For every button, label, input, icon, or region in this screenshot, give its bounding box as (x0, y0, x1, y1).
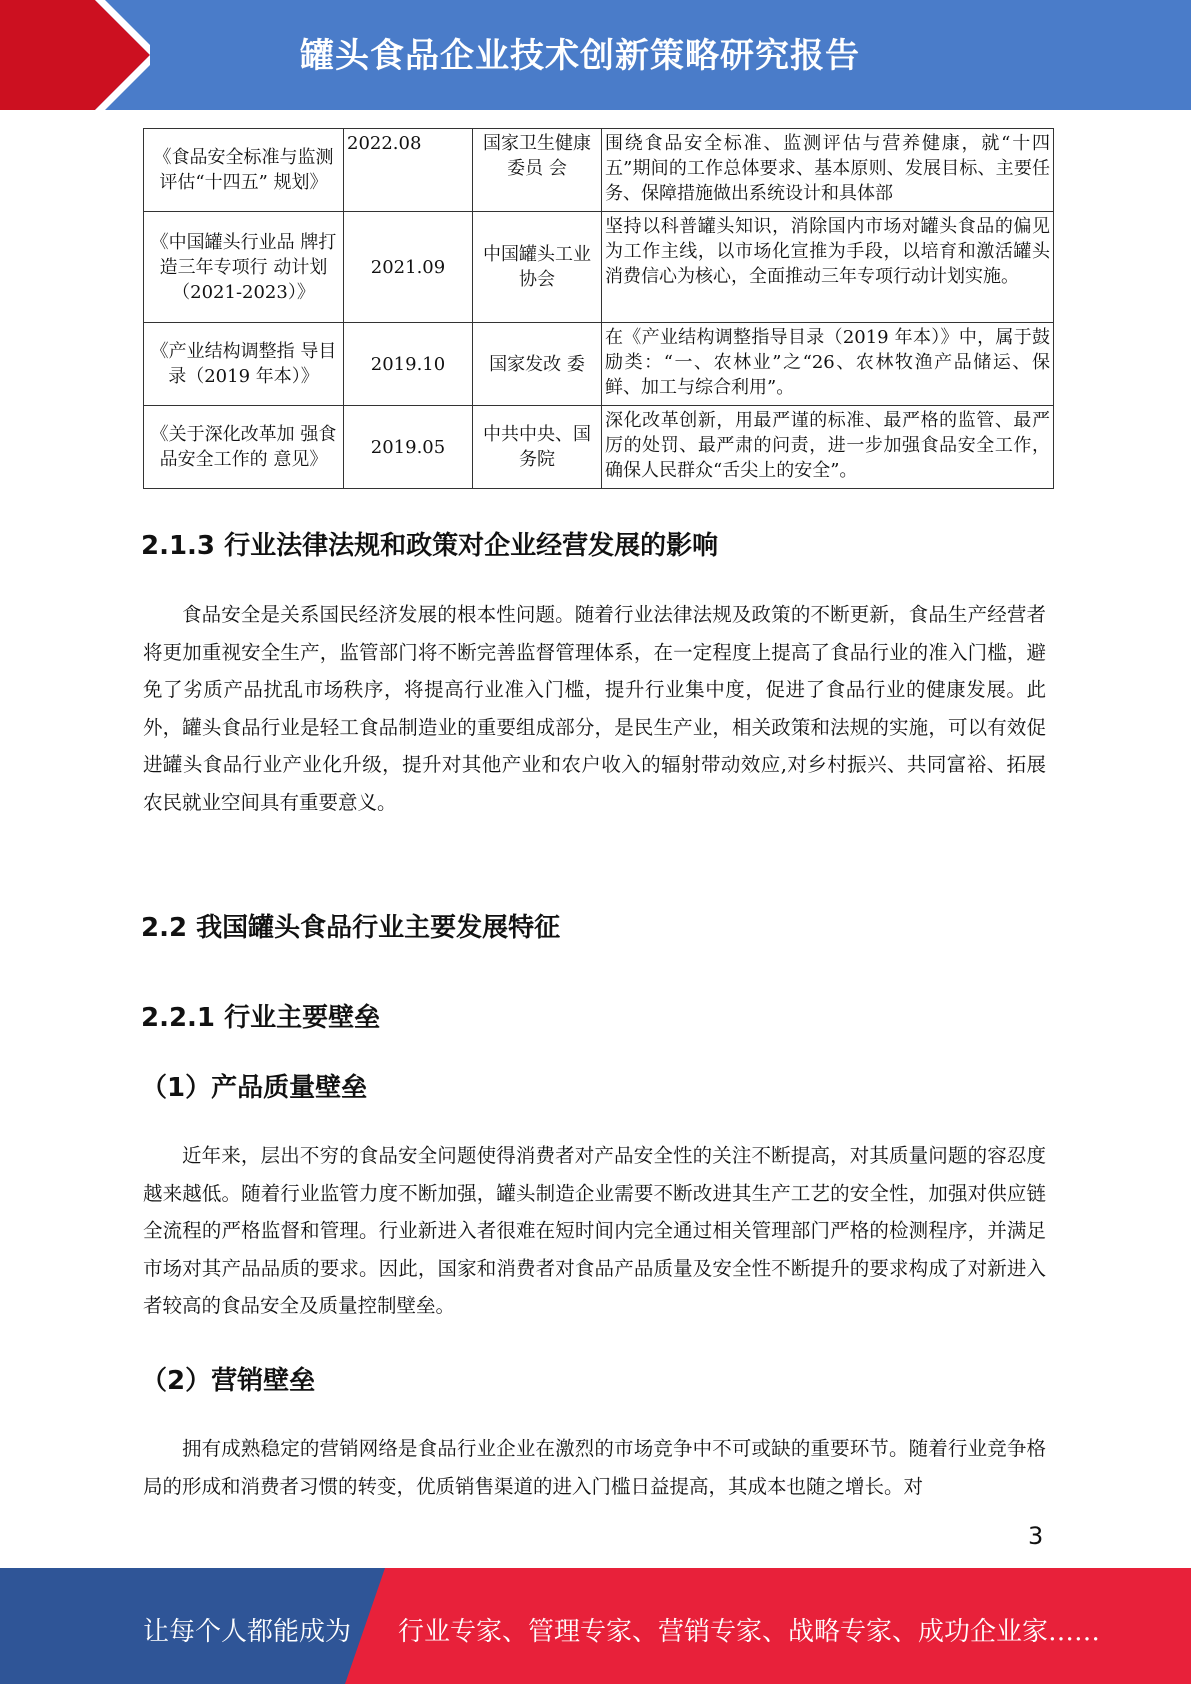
policy-table (143, 128, 1054, 489)
policy-org-cell: 国家发改 委 (473, 323, 602, 406)
policy-org-cell: 中国罐头工业协会 (473, 212, 602, 323)
product-quality-paragraph: 近年来，层出不穷的食品安全问题使得消费者对产品安全性的关注不断提高，对其质量问题的容忍度越来越低。随着行业监管力度不断加强，罐头制造企业需要不断改进其生产工艺的安全性，加强对供应链全流程的严格监督和管理。行业新进入者很难在短时间内完全通过相关管理部门严格的检测程序，并满足市场对其产品品质的要求。因此，国家和消费者对食品产品质量及安全性不断提升的要求构成了对新进入者较高的食品安全及质量控制壁垒。 (143, 1144, 1046, 1317)
header-arrow-decoration (0, 0, 150, 110)
table-row (144, 212, 1054, 323)
subheading-product-quality: （1）产品质量壁垒 (141, 1073, 368, 1103)
policy-name-cell: 《产业结构调整指 导目录（2019 年本）》 (144, 323, 344, 406)
policy-desc-cell: 坚持以科普罐头知识，消除国内市场对罐头食品的偏见为工作主线，以市场化宣推为手段，以培育和激活罐头消费信心为核心，全面推动三年专项行动计划实施。 (602, 212, 1054, 323)
section-heading-2-1-3: 2.1.3 行业法律法规和政策对企业经营发展的影响 (141, 531, 719, 561)
policy-org-cell: 中共中央、国务院 (473, 406, 602, 489)
footer-slogan-right: 行业专家、管理专家、营销专家、战略专家、成功企业家…… (398, 1617, 1101, 1647)
table-row (144, 406, 1054, 489)
report-title: 罐头食品企业技术创新策略研究报告 (300, 36, 860, 76)
policy-name-cell: 《关于深化改革加 强食品安全工作的 意见》 (144, 406, 344, 489)
policy-org-cell: 国家卫生健康委员 会 (473, 129, 602, 212)
subheading-marketing: （2）营销壁垒 (141, 1366, 316, 1396)
section-2-1-3-paragraph: 食品安全是关系国民经济发展的根本性问题。随着行业法律法规及政策的不断更新，食品生产经营者将更加重视安全生产，监管部门将不断完善监督管理体系，在一定程度上提高了食品行业的准入门槛，避免了劣质产品扰乱市场秩序，将提高行业准入门槛，提升行业集中度，促进了食品行业的健康发展。此外，罐头食品行业是轻工食品制造业的重要组成部分，是民生产业，相关政策和法规的实施，可以有效促进罐头食品行业产业化升级，提升对其他产业和农户收入的辐射带动效应,对乡村振兴、共同富裕、拓展农民就业空间具有重要意义。 (143, 603, 1046, 814)
policy-date-cell: 2019.05 (344, 406, 473, 489)
table-row (144, 129, 1054, 212)
policy-date-cell: 2021.09 (344, 212, 473, 323)
policy-date-cell: 2019.10 (344, 323, 473, 406)
footer-slogan-left: 让每个人都能成为 (143, 1617, 352, 1647)
policy-desc-cell: 围绕食品安全标准、监测评估与营养健康，就“十四五”期间的工作总体要求、基本原则、发展目标、主要任务、保障措施做出系统设计和具体部 (602, 129, 1054, 212)
page-header (0, 0, 1191, 110)
section-heading-2-2-1: 2.2.1 行业主要壁垒 (141, 1003, 381, 1033)
policy-desc-cell: 在《产业结构调整指导目录（2019 年本）》中，属于鼓励类：“一、农林业”之“26、农林牧渔产品储运、保鲜、加工与综合利用”。 (602, 323, 1054, 406)
policy-name-cell: 《食品安全标准与监测评估“十四五” 规划》 (144, 129, 344, 212)
policy-desc-cell: 深化改革创新，用最严谨的标准、最严格的监管、最严厉的处罚、最严肃的问责，进一步加强食品安全工作，确保人民群众“舌尖上的安全”。 (602, 406, 1054, 489)
section-heading-2-2: 2.2 我国罐头食品行业主要发展特征 (141, 913, 561, 943)
table-row (144, 323, 1054, 406)
page-number: 3 (1028, 1522, 1044, 1550)
policy-date-cell: 2022.08 (344, 129, 473, 212)
marketing-paragraph: 拥有成熟稳定的营销网络是食品行业企业在激烈的市场竞争中不可或缺的重要环节。随着行业竞争格局的形成和消费者习惯的转变，优质销售渠道的进入门槛日益提高，其成本也随之增长。对 (143, 1437, 1046, 1498)
policy-name-cell: 《中国罐头行业品 牌打造三年专项行 动计划（2021-2023）》 (144, 212, 344, 323)
